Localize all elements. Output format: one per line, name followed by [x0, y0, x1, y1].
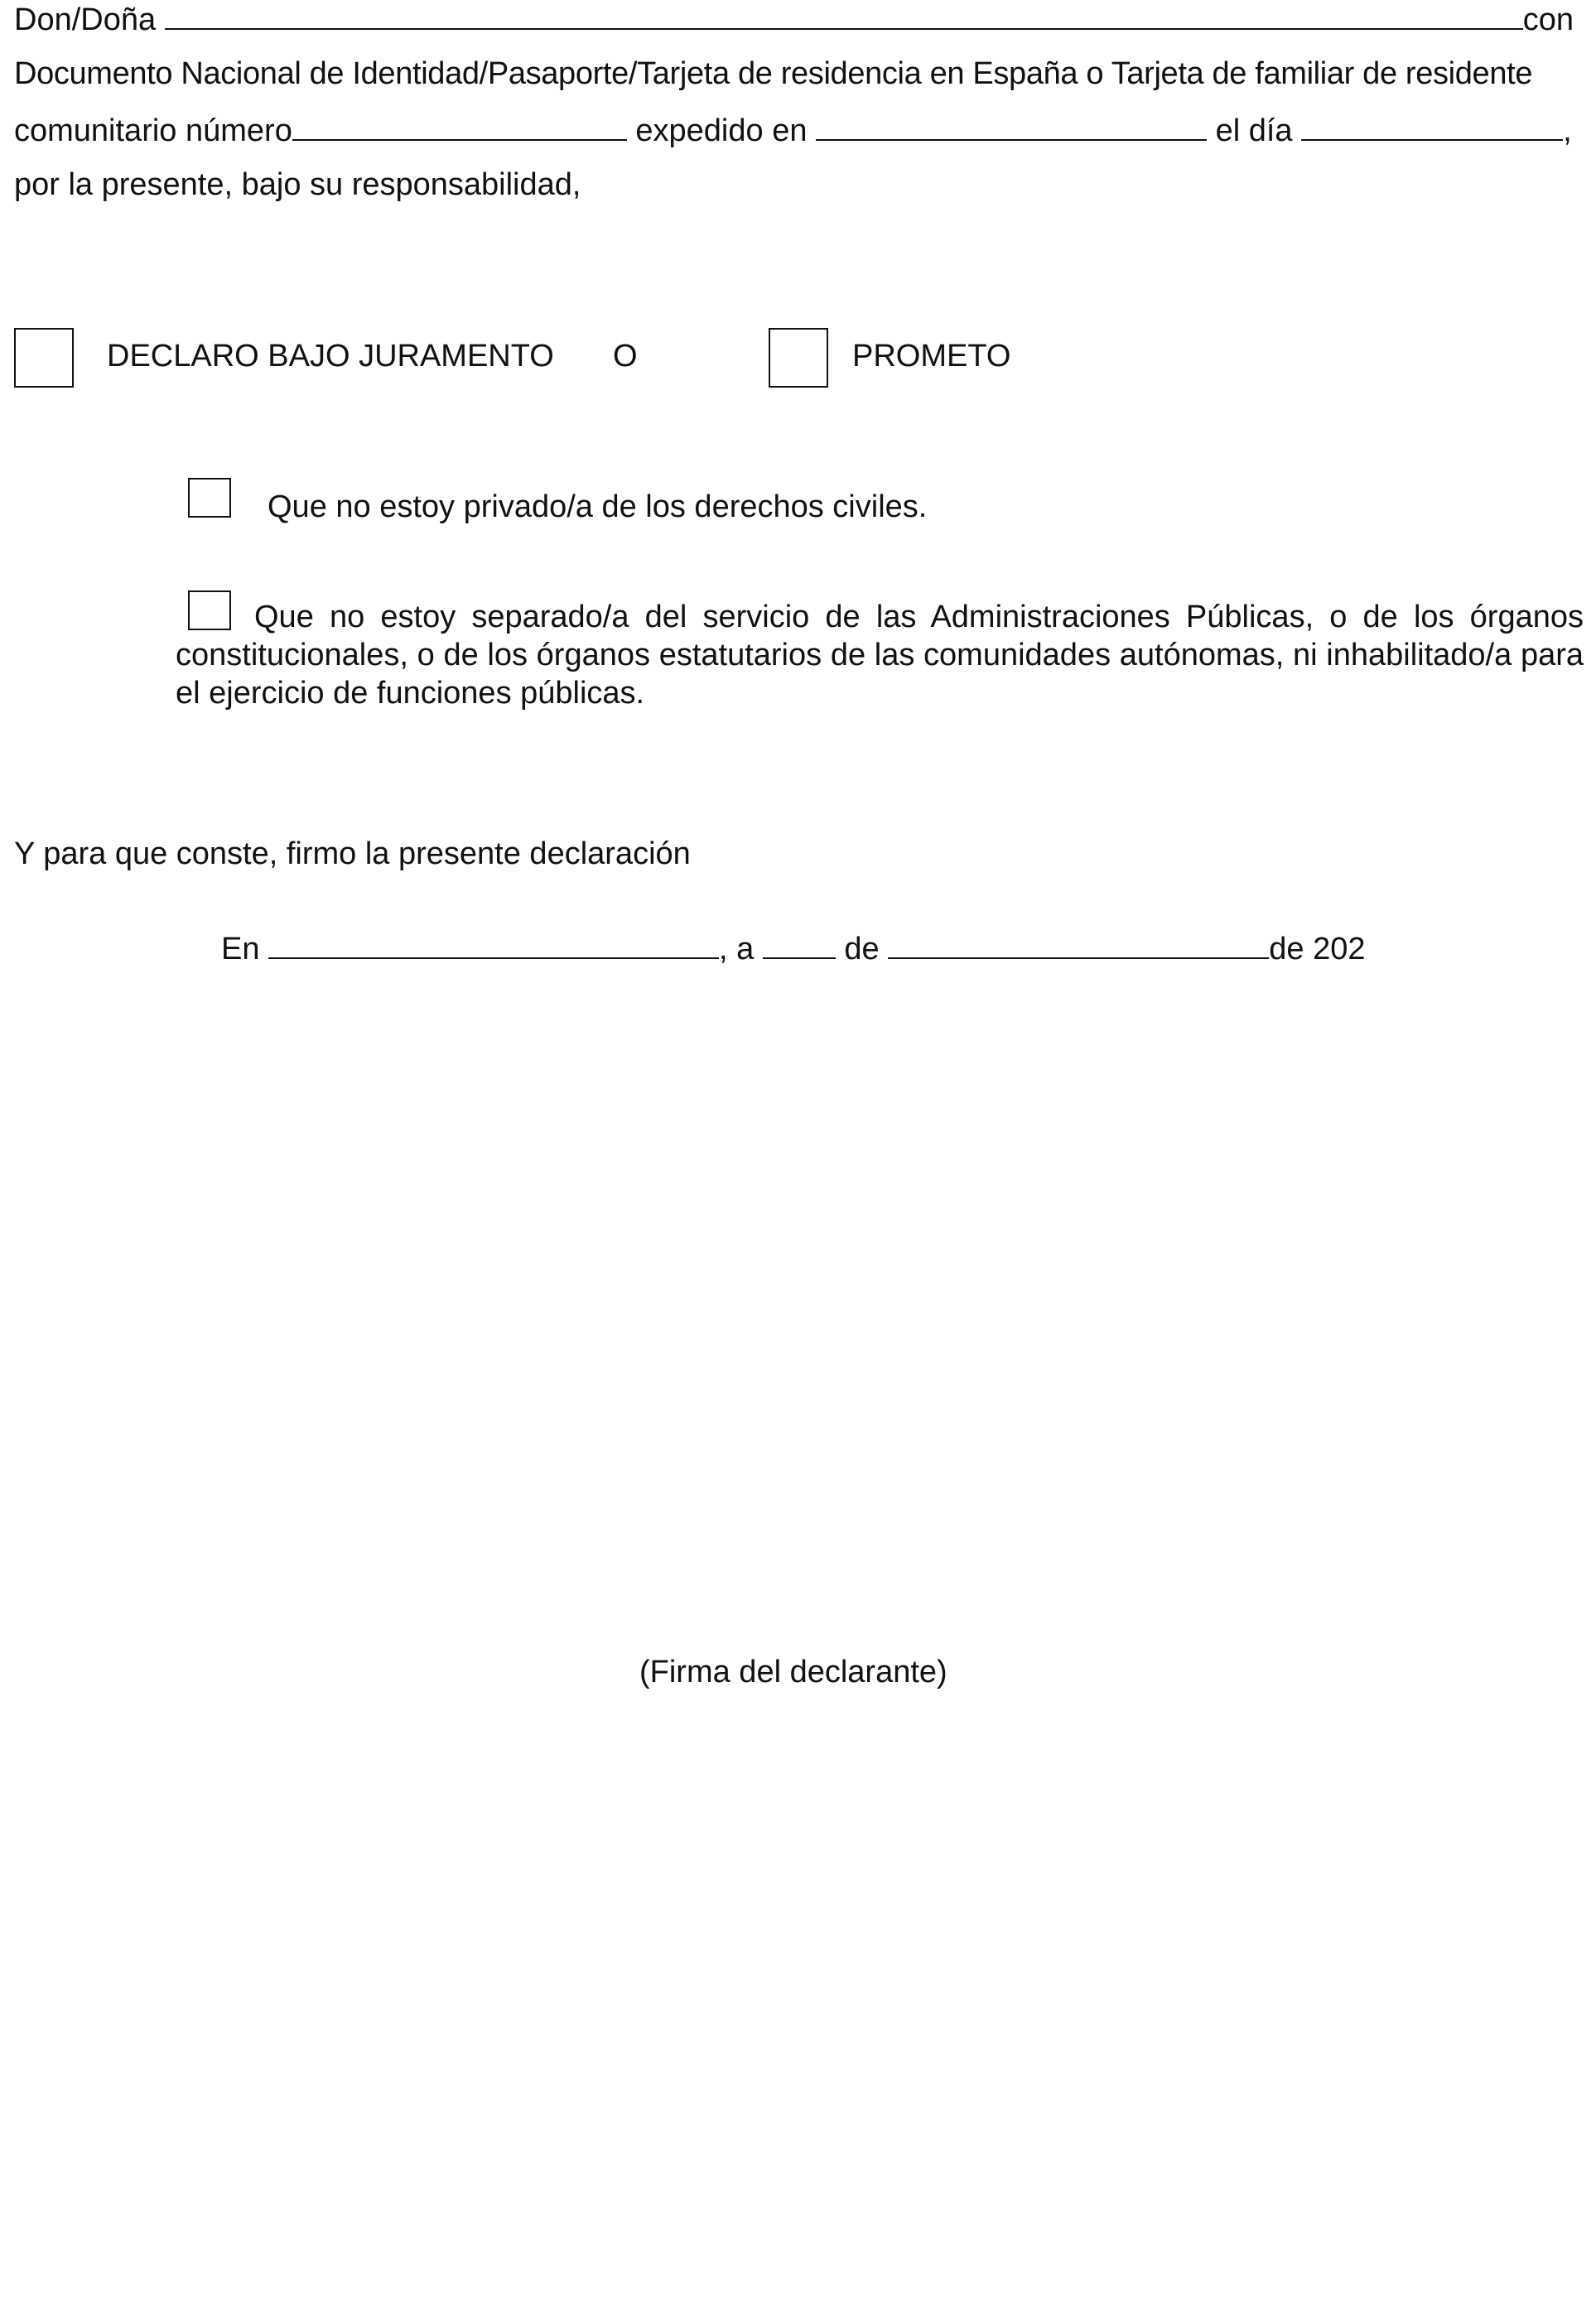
month-label: de — [844, 932, 880, 966]
issue-date-field[interactable] — [1301, 111, 1563, 141]
name-field[interactable] — [165, 0, 1523, 30]
con-label: con — [1522, 2, 1574, 37]
promise-checkbox[interactable] — [769, 328, 828, 388]
issue-date-label: el día — [1215, 113, 1293, 148]
number-label: comunitario número — [14, 113, 292, 148]
declare-oath-label: DECLARO BAJO JURAMENTO — [107, 339, 554, 374]
day-label: , a — [719, 932, 755, 966]
signing-place-field[interactable] — [268, 929, 719, 959]
signature-label: (Firma del declarante) — [639, 1655, 947, 1689]
document-type-line: Documento Nacional de Identidad/Pasaporte/Tarjeta de residencia en España o Tarjeta de familiar de residente — [14, 56, 1533, 91]
clause-civil-rights-text: Que no estoy privado/a de los derechos civiles. — [268, 489, 928, 524]
name-line — [14, 0, 1574, 39]
issued-place-field[interactable] — [816, 111, 1207, 141]
promise-label: PROMETO — [852, 339, 1011, 374]
clause-public-service-text — [176, 598, 1584, 712]
comma: , — [1563, 113, 1572, 148]
document-number-field[interactable] — [292, 111, 627, 141]
declare-oath-checkbox[interactable] — [14, 328, 74, 388]
year-label: de 202 — [1269, 932, 1366, 966]
place-date-line — [221, 929, 1366, 968]
signing-day-field[interactable] — [763, 929, 836, 959]
document-number-line — [14, 111, 1572, 150]
issued-in-label: expedido en — [635, 113, 808, 148]
clause-public-service-label: Que no estoy separado/a del servicio de las Administraciones Públicas, o de los órganos constitucionales, o de los órganos estatutarios de las comunidades autónomas, ni inhabilitado/a para el ejercicio de funciones públicas. — [176, 600, 1584, 711]
responsibility-line: por la presente, bajo su responsabilidad, — [14, 167, 581, 202]
place-label: En — [221, 932, 260, 966]
or-separator: O — [613, 339, 638, 374]
name-label: Don/Doña — [14, 2, 157, 37]
signing-month-field[interactable] — [888, 929, 1269, 959]
closing-statement: Y para que conste, firmo la presente declaración — [14, 836, 691, 871]
clause-civil-rights-checkbox[interactable] — [188, 478, 231, 518]
